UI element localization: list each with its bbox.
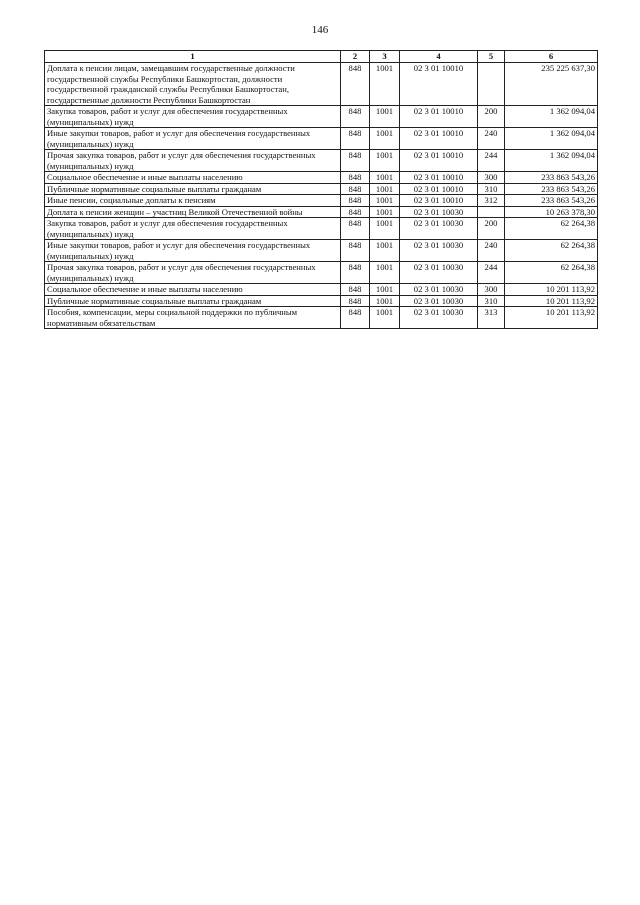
- cell-expense-type: 200: [478, 106, 505, 128]
- cell-ministry: 848: [341, 183, 370, 195]
- cell-ministry: 848: [341, 106, 370, 128]
- cell-amount: 62 264,38: [505, 262, 598, 284]
- cell-name: Прочая закупка товаров, работ и услуг для обеспечения государственных (муниципальных) нужд: [45, 150, 341, 172]
- cell-name: Социальное обеспечение и иные выплаты населению: [45, 284, 341, 296]
- cell-expense-type: 244: [478, 150, 505, 172]
- cell-target-article: 02 3 01 10010: [400, 128, 478, 150]
- cell-ministry: 848: [341, 150, 370, 172]
- table-header: [45, 51, 598, 63]
- cell-amount: 10 201 113,92: [505, 284, 598, 296]
- cell-amount: 62 264,38: [505, 218, 598, 240]
- cell-name: Доплата к пенсии лицам, замещавшим государственные должности государственной службы Республики Башкортостан, должности государственной гражданской службы Республики Башкортостан, государственные должности Республики Башкортостан: [45, 63, 341, 106]
- cell-ministry: 848: [341, 240, 370, 262]
- cell-target-article: 02 3 01 10030: [400, 307, 478, 329]
- cell-section: 1001: [370, 128, 400, 150]
- cell-amount: 10 263 378,30: [505, 206, 598, 218]
- cell-section: 1001: [370, 218, 400, 240]
- cell-name: Иные закупки товаров, работ и услуг для обеспечения государственных (муниципальных) нужд: [45, 128, 341, 150]
- cell-amount: 62 264,38: [505, 240, 598, 262]
- cell-target-article: 02 3 01 10010: [400, 106, 478, 128]
- cell-amount: 233 863 543,26: [505, 183, 598, 195]
- cell-section: 1001: [370, 63, 400, 106]
- budget-table: [44, 50, 598, 329]
- cell-name: Прочая закупка товаров, работ и услуг для обеспечения государственных (муниципальных) нужд: [45, 262, 341, 284]
- table-row: [45, 172, 598, 184]
- cell-ministry: 848: [341, 295, 370, 307]
- cell-section: 1001: [370, 172, 400, 184]
- cell-target-article: 02 3 01 10030: [400, 262, 478, 284]
- cell-target-article: 02 3 01 10010: [400, 183, 478, 195]
- header-cell-ministry: 2: [341, 51, 370, 63]
- cell-amount: 1 362 094,04: [505, 128, 598, 150]
- cell-expense-type: 244: [478, 262, 505, 284]
- cell-section: 1001: [370, 284, 400, 296]
- cell-name: Пособия, компенсации, меры социальной поддержки по публичным нормативным обязательствам: [45, 307, 341, 329]
- cell-name: Закупка товаров, работ и услуг для обеспечения государственных (муниципальных) нужд: [45, 106, 341, 128]
- cell-expense-type: 240: [478, 240, 505, 262]
- table-row: [45, 195, 598, 207]
- cell-ministry: 848: [341, 307, 370, 329]
- cell-target-article: 02 3 01 10030: [400, 218, 478, 240]
- table-row: [45, 240, 598, 262]
- cell-target-article: 02 3 01 10010: [400, 150, 478, 172]
- cell-amount: 1 362 094,04: [505, 106, 598, 128]
- page-number: 146: [311, 24, 329, 36]
- cell-target-article: 02 3 01 10010: [400, 172, 478, 184]
- cell-expense-type: [478, 63, 505, 106]
- cell-name: Доплата к пенсии женщин – участниц Великой Отечественной войны: [45, 206, 341, 218]
- cell-ministry: 848: [341, 172, 370, 184]
- cell-amount: 10 201 113,92: [505, 295, 598, 307]
- table-row: [45, 63, 598, 106]
- cell-section: 1001: [370, 262, 400, 284]
- cell-target-article: 02 3 01 10030: [400, 206, 478, 218]
- cell-expense-type: [478, 206, 505, 218]
- cell-name: Публичные нормативные социальные выплаты гражданам: [45, 183, 341, 195]
- cell-expense-type: 310: [478, 295, 505, 307]
- cell-target-article: 02 3 01 10030: [400, 240, 478, 262]
- header-row: [45, 51, 598, 63]
- table-row: [45, 262, 598, 284]
- cell-expense-type: 200: [478, 218, 505, 240]
- cell-amount: 233 863 543,26: [505, 195, 598, 207]
- table-body: [45, 63, 598, 329]
- cell-section: 1001: [370, 240, 400, 262]
- cell-expense-type: 313: [478, 307, 505, 329]
- cell-ministry: 848: [341, 262, 370, 284]
- cell-name: Закупка товаров, работ и услуг для обеспечения государственных (муниципальных) нужд: [45, 218, 341, 240]
- cell-expense-type: 300: [478, 172, 505, 184]
- cell-ministry: 848: [341, 218, 370, 240]
- cell-ministry: 848: [341, 284, 370, 296]
- cell-amount: 233 863 543,26: [505, 172, 598, 184]
- cell-section: 1001: [370, 106, 400, 128]
- cell-name: Иные закупки товаров, работ и услуг для обеспечения государственных (муниципальных) нужд: [45, 240, 341, 262]
- cell-section: 1001: [370, 183, 400, 195]
- cell-target-article: 02 3 01 10010: [400, 195, 478, 207]
- table-row: [45, 128, 598, 150]
- cell-expense-type: 300: [478, 284, 505, 296]
- cell-section: 1001: [370, 295, 400, 307]
- cell-target-article: 02 3 01 10010: [400, 63, 478, 106]
- cell-target-article: 02 3 01 10030: [400, 295, 478, 307]
- table-row: [45, 218, 598, 240]
- cell-section: 1001: [370, 307, 400, 329]
- cell-section: 1001: [370, 195, 400, 207]
- cell-name: Публичные нормативные социальные выплаты гражданам: [45, 295, 341, 307]
- cell-expense-type: 312: [478, 195, 505, 207]
- cell-ministry: 848: [341, 63, 370, 106]
- cell-name: Социальное обеспечение и иные выплаты населению: [45, 172, 341, 184]
- header-cell-name: 1: [45, 51, 341, 63]
- header-cell-amount: 6: [505, 51, 598, 63]
- cell-expense-type: 310: [478, 183, 505, 195]
- cell-expense-type: 240: [478, 128, 505, 150]
- cell-target-article: 02 3 01 10030: [400, 284, 478, 296]
- table-row: [45, 106, 598, 128]
- cell-section: 1001: [370, 206, 400, 218]
- cell-ministry: 848: [341, 128, 370, 150]
- table-row: [45, 183, 598, 195]
- cell-name: Иные пенсии, социальные доплаты к пенсиям: [45, 195, 341, 207]
- table-row: [45, 150, 598, 172]
- table-row: [45, 284, 598, 296]
- table-row: [45, 206, 598, 218]
- cell-ministry: 848: [341, 206, 370, 218]
- cell-section: 1001: [370, 150, 400, 172]
- table-row: [45, 295, 598, 307]
- cell-amount: 10 201 113,92: [505, 307, 598, 329]
- header-cell-expense-type: 5: [478, 51, 505, 63]
- cell-amount: 1 362 094,04: [505, 150, 598, 172]
- header-cell-target-article: 4: [400, 51, 478, 63]
- header-cell-section: 3: [370, 51, 400, 63]
- cell-ministry: 848: [341, 195, 370, 207]
- cell-amount: 235 225 637,30: [505, 63, 598, 106]
- table-row: [45, 307, 598, 329]
